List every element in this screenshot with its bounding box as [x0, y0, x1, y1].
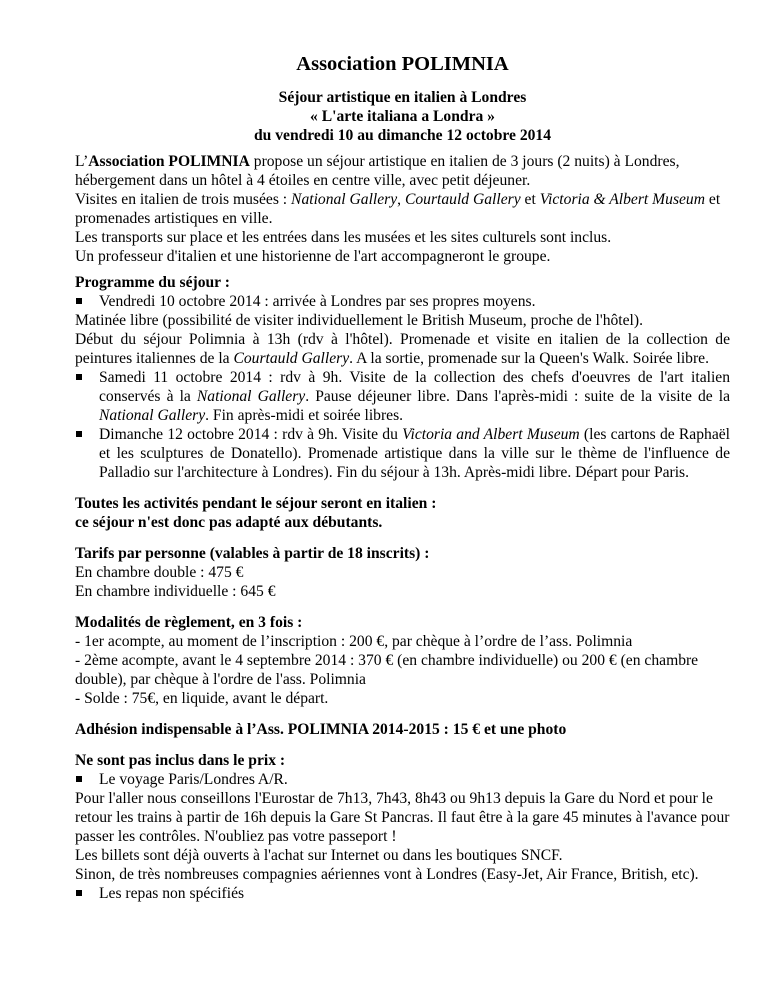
bullet-icon — [76, 298, 82, 304]
reglement-line: - Solde : 75€, en liquide, avant le départ. — [75, 690, 329, 707]
list-item: Samedi 11 octobre 2014 : rdv à 9h. Visite de la collection des chefs d'oeuvres de l'art italien conservés à la National Gallery. Pause déjeuner libre. Dans l'après-midi : suite de la visite de la National Gallery. Fin après-midi et soirée libres. — [75, 368, 730, 425]
bullet-icon — [76, 374, 82, 380]
bullet-icon — [76, 431, 82, 437]
exclus-list — [75, 884, 730, 903]
list-item: Le voyage Paris/Londres A/R. — [75, 770, 730, 789]
reglement-section — [75, 613, 730, 708]
bullet-icon — [76, 776, 82, 782]
document-title: Association POLIMNIA — [296, 53, 509, 75]
intro-section — [75, 152, 730, 266]
exclus-section — [75, 751, 730, 903]
tarif-single: En chambre individuelle : 645 € — [75, 583, 276, 600]
programme-list — [75, 368, 730, 482]
reglement-line: - 1er acompte, au moment de l’inscription : 200 €, par chèque à l’ordre de l’ass. Polimnia — [75, 633, 633, 650]
programme-section — [75, 273, 730, 482]
travel-tickets: Les billets sont déjà ouverts à l'achat sur Internet ou dans les boutiques SNCF. — [75, 847, 563, 864]
travel-advice: Pour l'aller nous conseillons l'Eurostar de 7h13, 7h43, 8h43 ou 9h13 depuis la Gare du Nord et pour le retour les trains à partir de 16h depuis la Gare St Pancras. Il faut être à la gare 45 minutes à l'avance pour passer les contrôles. N'oubliez pas votre passeport ! — [75, 790, 730, 845]
trip-dates: du vendredi 10 au dimanche 12 octobre 2014 — [253, 127, 552, 144]
exclus-list — [75, 770, 730, 789]
tarif-double: En chambre double : 475 € — [75, 564, 244, 581]
travel-airlines: Sinon, de très nombreuses compagnies aériennes vont à Londres (Easy-Jet, Air France, British, etc). — [75, 866, 699, 883]
intro-paragraph-4: Un professeur d'italien et une historienne de l'art accompagneront le groupe. — [75, 248, 551, 265]
reglement-heading: Modalités de règlement, en 3 fois : — [75, 614, 303, 631]
friday-detail-2: Début du séjour Polimnia à 13h (rdv à l'hôtel). Promenade et visite en italien de la collection de peintures italiennes de la Courtauld Gallery. A la sortie, promenade sur la Queen's Walk. Soirée libre. — [75, 331, 730, 367]
adhesion-note: Adhésion indispensable à l’Ass. POLIMNIA 2014-2015 : 15 € et une photo — [75, 721, 567, 738]
intro-paragraph-2: Visites en italien de trois musées : National Gallery, Courtauld Gallery et Victoria & Albert Museum et promenades artistiques en ville. — [75, 191, 721, 227]
list-item: Dimanche 12 octobre 2014 : rdv à 9h. Visite du Victoria and Albert Museum (les cartons de Raphaël et les sculptures de Donatello). Promenade artistique dans la ville sur le thème de l'influence de Palladio sur l'architecture à Londres). Fin du séjour à 13h. Après-midi libre. Départ pour Paris. — [75, 425, 730, 482]
list-item: Les repas non spécifiés — [75, 884, 730, 903]
tarifs-heading: Tarifs par personne (valables à partir de 18 inscrits) : — [75, 545, 430, 562]
list-item: Vendredi 10 octobre 2014 : arrivée à Londres par ses propres moyens. — [75, 292, 730, 311]
programme-list — [75, 292, 730, 311]
intro-paragraph-3: Les transports sur place et les entrées dans les musées et les sites culturels sont inclus. — [75, 229, 612, 246]
tarifs-section — [75, 544, 730, 601]
trip-title: Séjour artistique en italien à Londres — [278, 89, 527, 106]
friday-detail: Matinée libre (possibilité de visiter individuellement le British Museum, proche de l'hôtel). — [75, 312, 643, 329]
trip-italian-title: « L'arte italiana a Londra » — [310, 108, 495, 125]
adhesion-section — [75, 720, 730, 739]
language-note: Toutes les activités pendant le séjour seront en italien : ce séjour n'est donc pas adapté aux débutants. — [75, 495, 437, 531]
bullet-icon — [76, 890, 82, 896]
programme-heading: Programme du séjour : — [75, 274, 230, 291]
intro-paragraph-1: L’Association POLIMNIA propose un séjour artistique en italien de 3 jours (2 nuits) à Londres, hébergement dans un hôtel à 4 étoiles en centre ville, avec petit déjeuner. — [75, 153, 680, 189]
reglement-line: - 2ème acompte, avant le 4 septembre 2014 : 370 € (en chambre individuelle) ou 200 € (en chambre double), par chèque à l'ordre de l'ass. Polimnia — [75, 652, 699, 688]
exclus-heading: Ne sont pas inclus dans le prix : — [75, 752, 286, 769]
